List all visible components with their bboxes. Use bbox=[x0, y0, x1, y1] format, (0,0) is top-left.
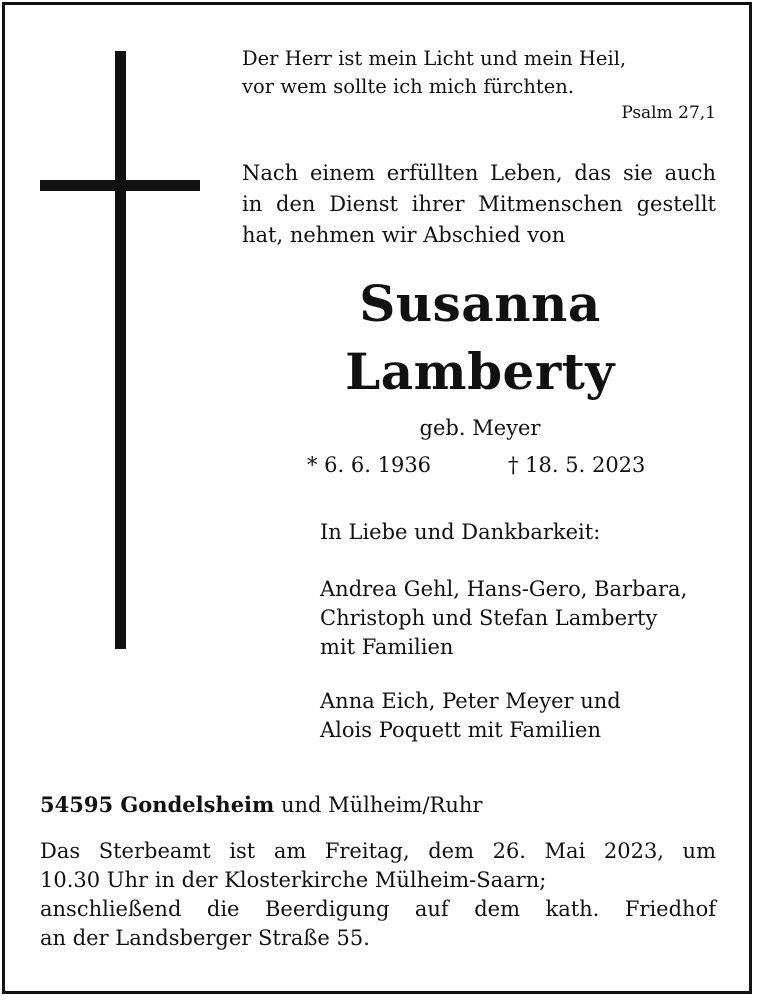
deceased-first-name: Susanna bbox=[359, 274, 601, 333]
psalm-line-1: Der Herr ist mein Licht und mein Heil, bbox=[242, 47, 627, 70]
place-postcode-city: 54595 Gondelsheim bbox=[40, 792, 275, 817]
mourners-heading: In Liebe und Dankbarkeit: bbox=[320, 520, 601, 544]
mourner-line: Anna Eich, Peter Meyer und bbox=[320, 689, 621, 713]
death-date: † 18. 5. 2023 bbox=[508, 453, 646, 477]
service-line-3: anschließend die Beerdigung auf dem kath. Friedhof bbox=[40, 897, 716, 921]
place-rest: und Mülheim/Ruhr bbox=[280, 793, 483, 817]
service-line-1: Das Sterbeamt ist am Freitag, dem 26. Mai 2023, um bbox=[40, 839, 716, 863]
psalm-quote bbox=[242, 45, 717, 101]
mourner-line: Alois Poquett mit Familien bbox=[320, 718, 601, 742]
deceased-last-name: Lamberty bbox=[345, 342, 615, 401]
cross-horizontal-beam bbox=[40, 180, 200, 191]
intro-text bbox=[242, 158, 716, 251]
cross-vertical-beam bbox=[115, 51, 126, 649]
service-line-2: 10.30 Uhr in der Klosterkirche Mülheim-Saarn; bbox=[40, 868, 547, 892]
mourner-line: Christoph und Stefan Lamberty bbox=[320, 606, 658, 630]
birth-date: * 6. 6. 1936 bbox=[307, 453, 432, 477]
deceased-born-name: geb. Meyer bbox=[419, 416, 541, 440]
mourner-line: Andrea Gehl, Hans-Gero, Barbara, bbox=[320, 577, 688, 601]
place-line bbox=[40, 792, 482, 817]
intro-line-1: Nach einem erfüllten Leben, das sie auch bbox=[242, 161, 716, 185]
mourners-block bbox=[320, 518, 720, 745]
mourner-line: mit Familien bbox=[320, 635, 454, 659]
service-info bbox=[40, 837, 716, 953]
intro-line-2: in den Dienst ihrer Mitmenschen gestellt bbox=[242, 192, 716, 216]
intro-line-3: hat, nehmen wir Abschied von bbox=[242, 223, 566, 247]
psalm-line-2: vor wem sollte ich mich fürchten. bbox=[242, 75, 575, 98]
psalm-reference: Psalm 27,1 bbox=[621, 103, 716, 123]
service-line-4: an der Landsberger Straße 55. bbox=[40, 926, 370, 950]
